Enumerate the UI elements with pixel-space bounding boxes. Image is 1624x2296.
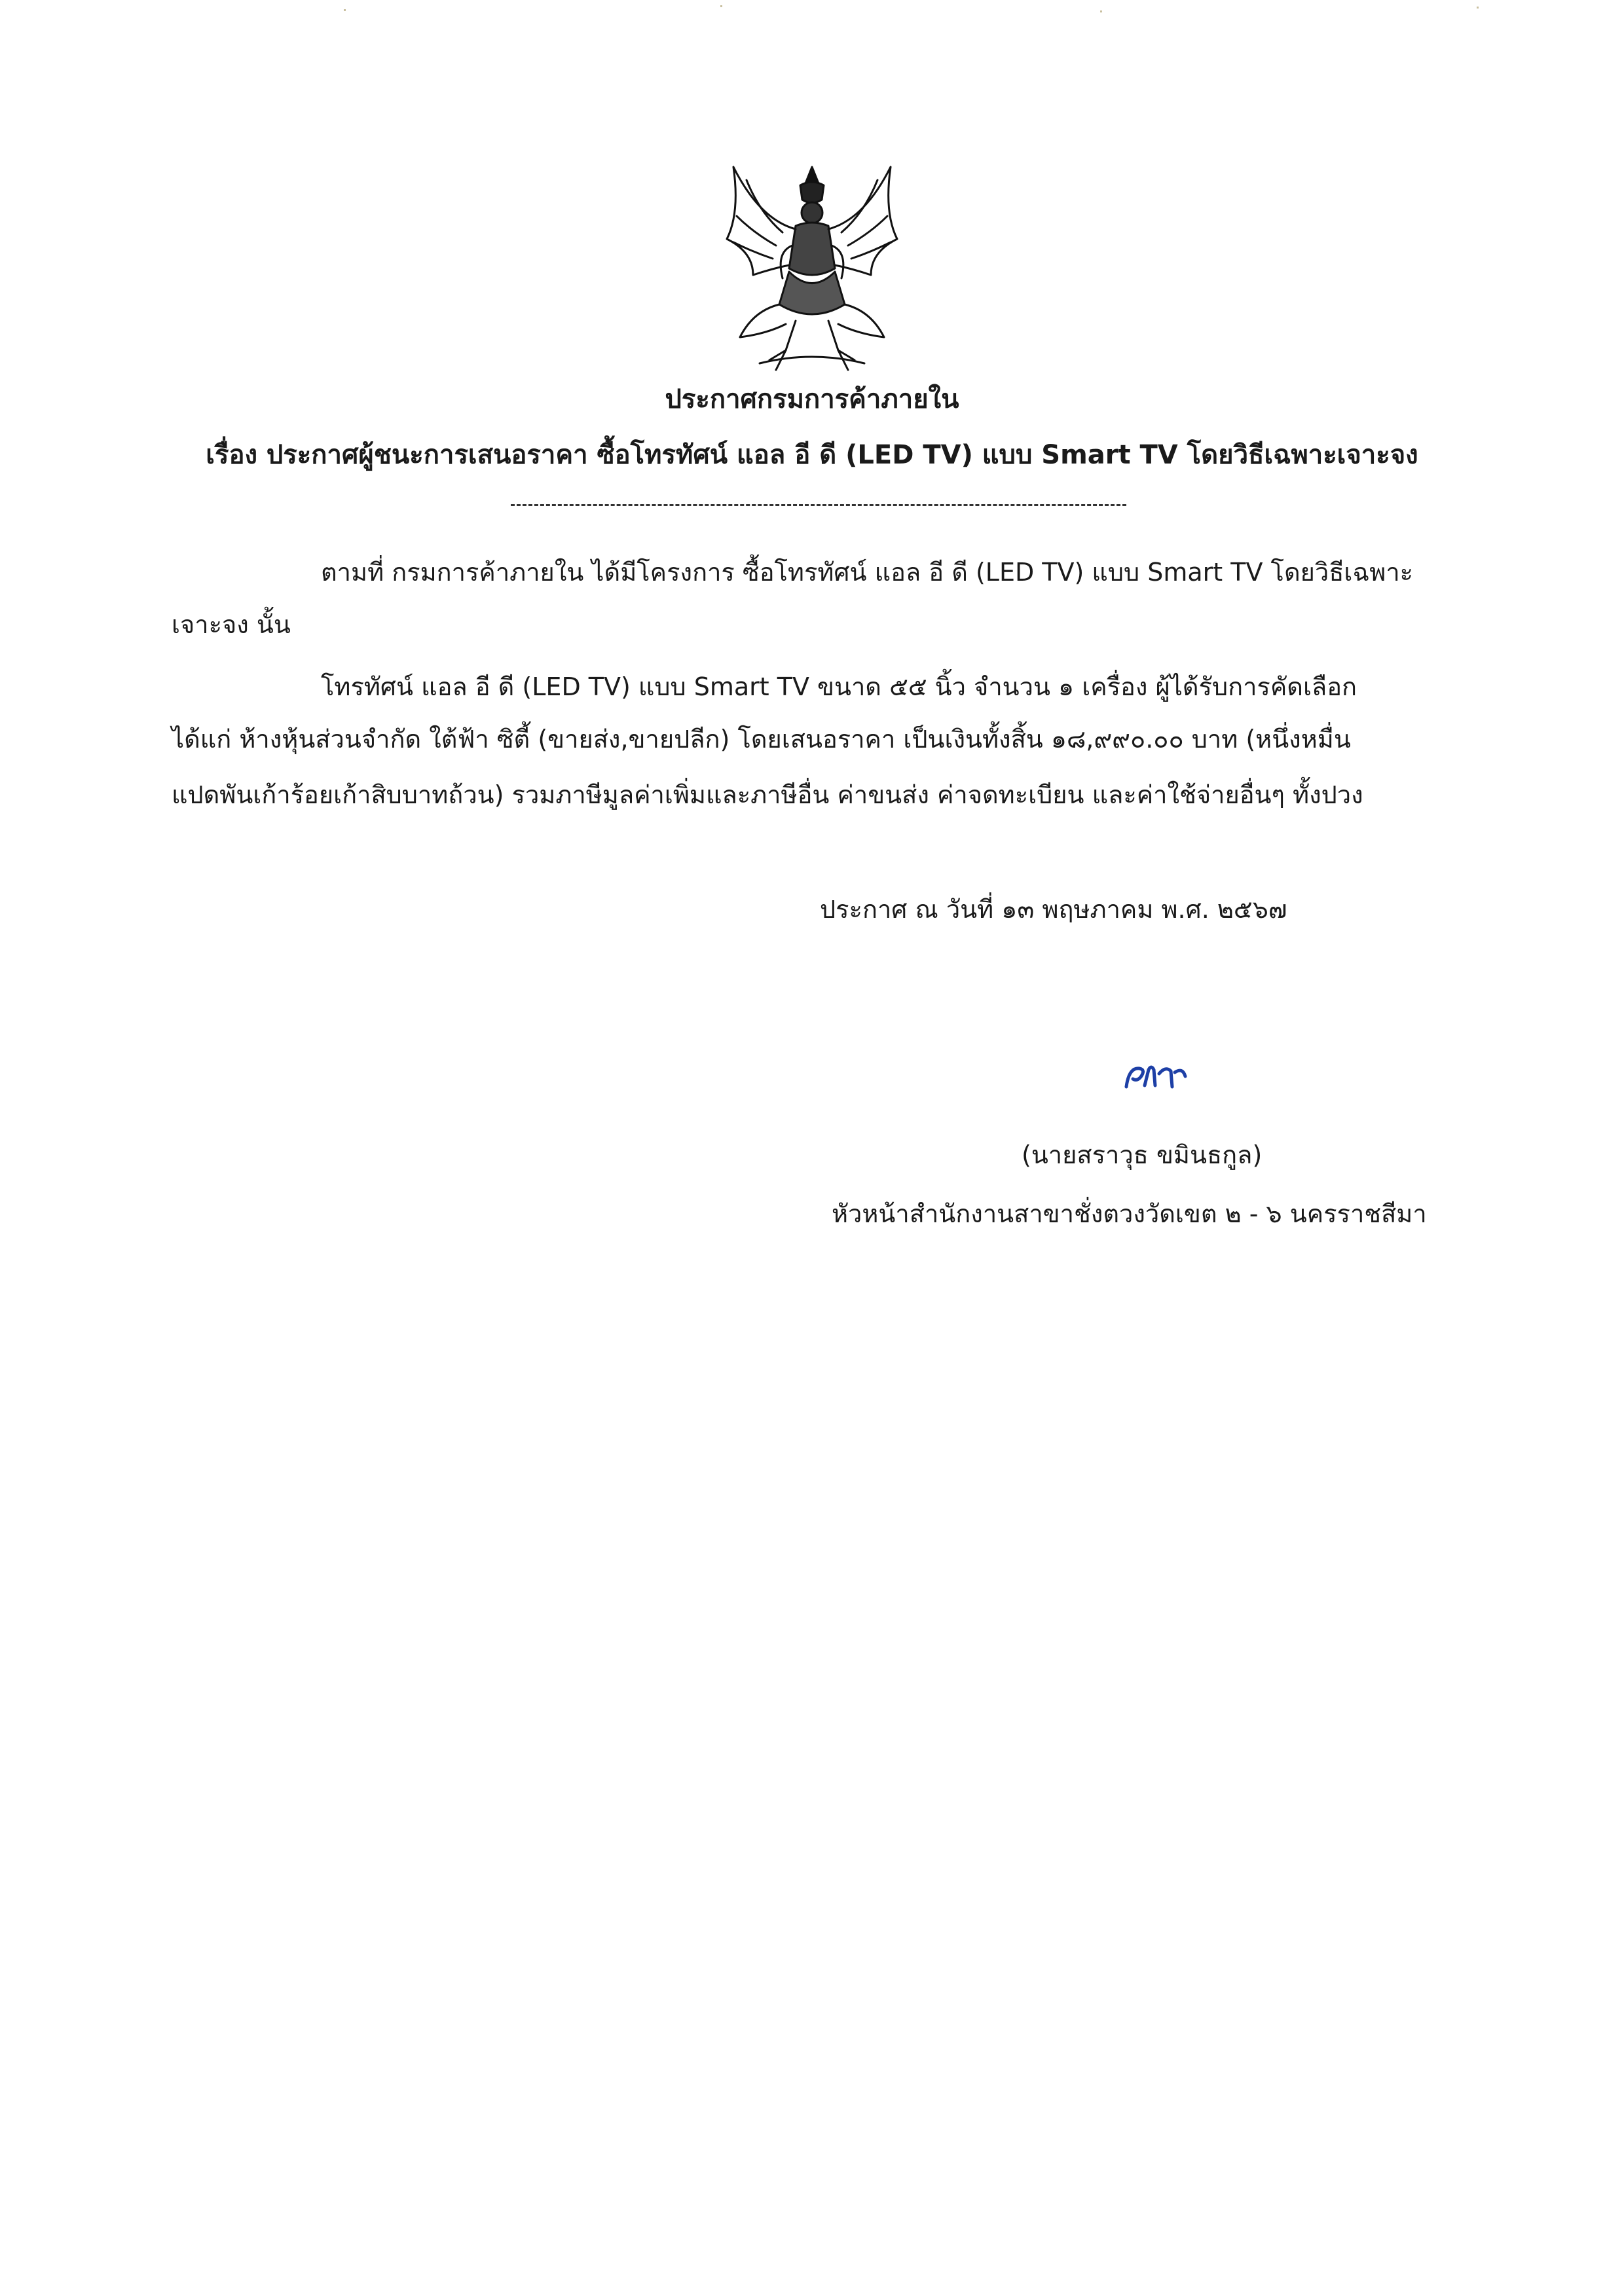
paragraph-1-line-2: เจาะจง นั้น — [172, 610, 291, 639]
paragraph-2-line-2: ได้แก่ ห้างหุ้นส่วนจำกัด ใต้ฟ้า ซิตี้ (ขายส่ง,ขายปลีก) โดยเสนอราคา เป็นเงินทั้งสิ้น ๑๘,๙๙๐.๐๐ บาท (หนึ่งหมื่น — [172, 725, 1351, 754]
scan-speck — [344, 9, 346, 11]
scan-speck — [1477, 7, 1479, 9]
paragraph-1-line-1: ตามที่ กรมการค้าภายใน ได้มีโครงการ ซื้อโทรทัศน์ แอล อี ดี (LED TV) แบบ Smart TV โดยวิธีเฉพาะ — [321, 558, 1414, 587]
announcement-date: ประกาศ ณ วันที่ ๑๓ พฤษภาคม พ.ศ. ๒๕๖๗ — [820, 895, 1287, 924]
paragraph-2-line-1: โทรทัศน์ แอล อี ดี (LED TV) แบบ Smart TV ขนาด ๕๕ นิ้ว จำนวน ๑ เครื่อง ผู้ได้รับการคัดเลือก — [321, 672, 1357, 701]
signer-name: (นายสราวุธ ขมินธกูล) — [1022, 1140, 1263, 1169]
garuda-emblem-icon — [714, 154, 910, 376]
scan-speck — [720, 5, 722, 7]
scan-speck — [1100, 10, 1102, 12]
divider — [511, 504, 1126, 506]
announcement-subject: เรื่อง ประกาศผู้ชนะการเสนอราคา ซื้อโทรทัศน์ แอล อี ดี (LED TV) แบบ Smart TV โดยวิธีเฉพาะเจาะจง — [206, 440, 1418, 470]
announcement-title: ประกาศกรมการค้าภายใน — [665, 384, 959, 414]
signer-position: หัวหน้าสำนักงานสาขาชั่งตวงวัดเขต ๒ - ๖ นครราชสีมา — [832, 1199, 1427, 1228]
handwritten-signature — [1120, 1048, 1192, 1100]
paragraph-2-line-3: แปดพันเก้าร้อยเก้าสิบบาทถ้วน) รวมภาษีมูลค่าเพิ่มและภาษีอื่น ค่าขนส่ง ค่าจดทะเบียน และค่าใช้จ่ายอื่นๆ ทั้งปวง — [172, 780, 1363, 809]
